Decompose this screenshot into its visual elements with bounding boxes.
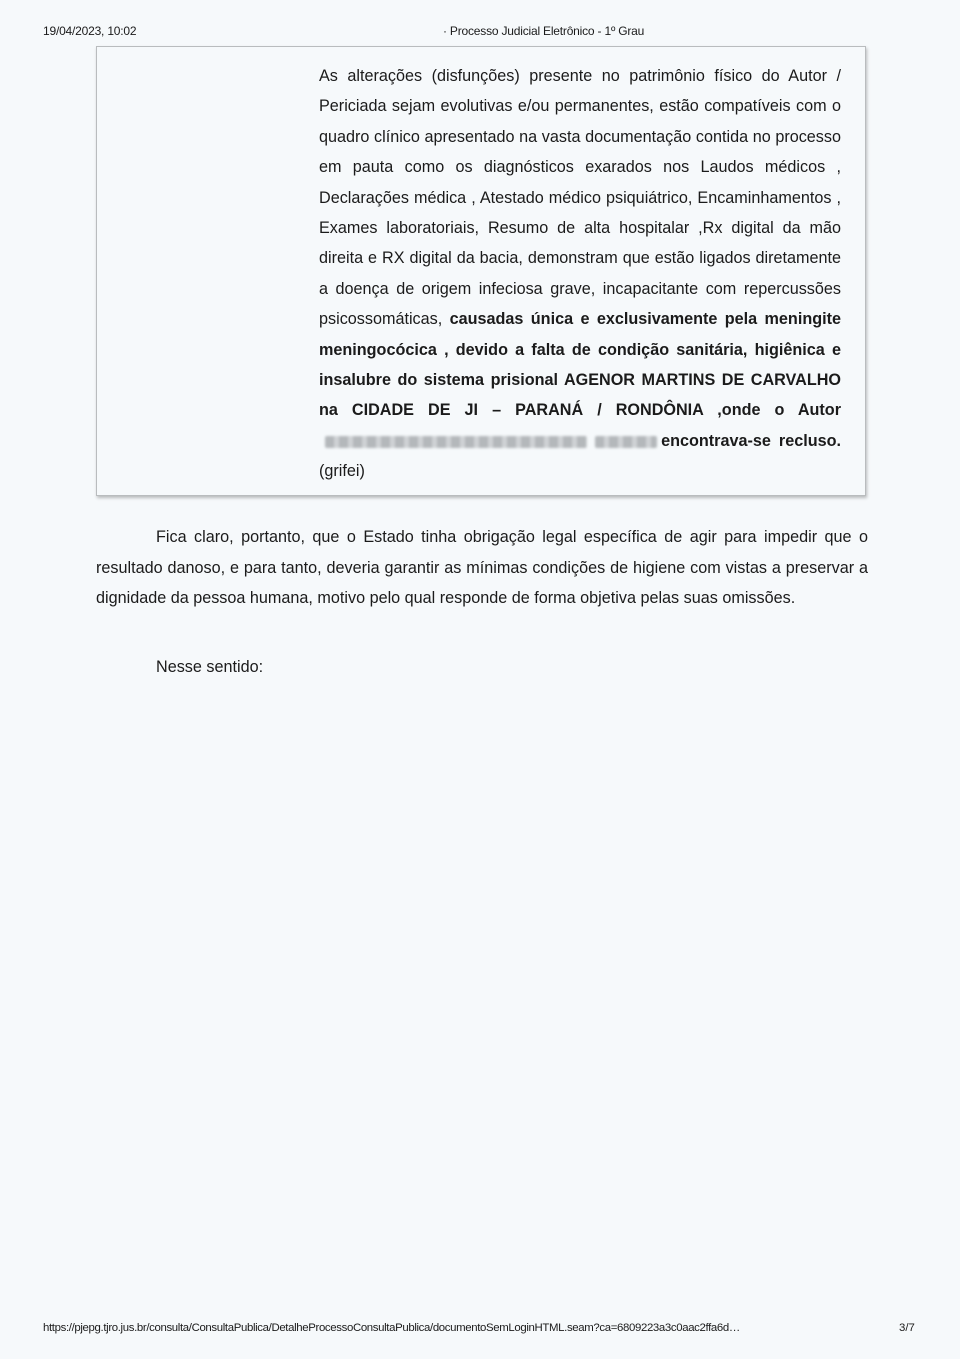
page-number: 3/7 xyxy=(899,1322,915,1334)
print-datetime: 19/04/2023, 10:02 xyxy=(43,24,137,38)
print-url: https://pjepg.tjro.jus.br/consulta/ConsultaPublica/DetalheProcessoConsultaPublica/documentoSemLoginHTML.seam?ca=6809223a3c0aac2ffa6d… xyxy=(43,1322,740,1334)
citation-text xyxy=(319,61,841,487)
redacted-author-name-cont xyxy=(595,436,657,448)
citation-suffix: (grifei) xyxy=(319,462,365,481)
nesse-sentido-heading: Nesse sentido: xyxy=(156,658,264,676)
citation-box xyxy=(96,46,866,496)
citation-bold-tail: encontrava-se recluso. xyxy=(661,431,841,450)
citation-normal-text: As alterações (disfunções) presente no patrimônio físico do Autor / Periciada sejam evolutivas e/ou permanentes, estão compatíveis com o quadro clínico apresentado na vasta documentação contida no processo em pauta como os diagnósticos exarados nos Laudos médicos , Declarações médica , Atestado médico psiquiátrico, Encaminhamentos , Exames laboratoriais, Resumo de alta hospitalar ,Rx digital da mão direita e RX digital da bacia, demonstram que estão ligados diretamente a doença de origem infeciosa grave, incapacitante com repercussões psicossomáticas, xyxy=(319,67,841,329)
print-page-title: · Processo Judicial Eletrônico - 1º Grau xyxy=(443,24,645,38)
body-paragraph: Fica claro, portanto, que o Estado tinha obrigação legal específica de agir para impedir que o resultado danoso, e para tanto, deveria garantir as mínimas condições de higiene com vistas a preservar a dignidade da pessoa humana, motivo pelo qual responde de forma objetiva pelas suas omissões. xyxy=(96,528,868,608)
redacted-author-name xyxy=(325,436,587,448)
citation-bold-text: causadas única e exclusivamente pela meningite meningocócica , devido a falta de condição sanitária, higiênica e insalubre do sistema prisional AGENOR MARTINS DE CARVALHO na CIDADE DE JI – PARANÁ / RONDÔNIA ,onde o Autor xyxy=(319,310,841,420)
